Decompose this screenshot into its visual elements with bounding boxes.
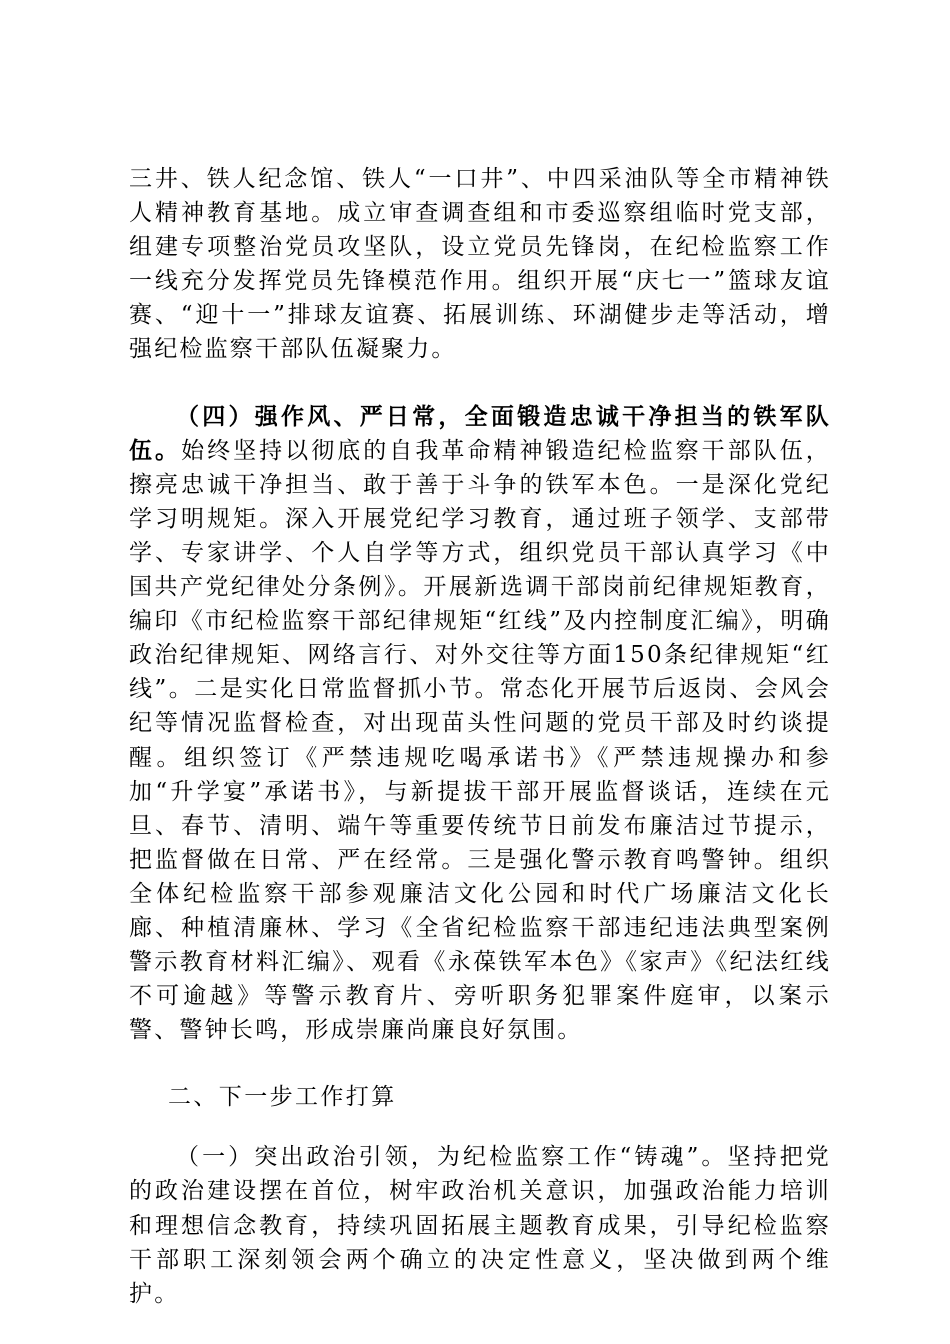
- paragraph-continuation: 三井、铁人纪念馆、铁人“一口井”、中四采油队等全市精神铁人精神教育基地。成立审查调查组和市委巡察组临时党支部，组建专项整治党员攻坚队，设立党员先锋岗，在纪检监察工作一线充分发挥党员先锋模范作用。组织开展“庆七一”篮球友谊赛、“迎十一”排球友谊赛、拓展训练、环湖健步走等活动，增强纪检监察干部队伍凝聚力。: [129, 166, 831, 363]
- section-four-heading: （四）强作风、严日常，全面锻造忠诚干净担当的铁军队伍。: [129, 402, 831, 464]
- document-page: [129, 162, 831, 1311]
- paragraph-section-four: [129, 400, 831, 1048]
- paragraph-gap: [129, 1047, 831, 1080]
- paragraph-gap: [129, 1114, 831, 1140]
- section-heading-next-steps: 二、下一步工作打算: [168, 1084, 397, 1111]
- paragraph-next-step-one: （一）突出政治引领，为纪检监察工作“铸魂”。坚持把党的政治建设摆在首位，树牢政治机关意识，加强政治能力培训和理想信念教育，持续巩固拓展主题教育成果，引导纪检监察干部职工深刻领会两个确立的决定性意义，坚决做到两个维护。: [129, 1144, 831, 1307]
- section-four-body: 始终坚持以彻底的自我革命精神锻造纪检监察干部队伍，擦亮忠诚干净担当、敢于善于斗争的铁军本色。一是深化党纪学习明规矩。深入开展党纪学习教育，通过班子领学、支部带学、专家讲学、个人自学等方式，组织党员干部认真学习《中国共产党纪律处分条例》。开展新选调干部岗前纪律规矩教育，编印《市纪检监察干部纪律规矩“红线”及内控制度汇编》，明确政治纪律规矩、网络言行、对外交往等方面150条纪律规矩“红线”。二是实化日常监督抓小节。常态化开展节后返岗、会风会纪等情况监督检查，对出现苗头性问题的党员干部及时约谈提醒。组织签订《严禁违规吃喝承诺书》《严禁违规操办和参加“升学宴”承诺书》，与新提拔干部开展监督谈话，连续在元旦、春节、清明、端午等重要传统节日前发布廉洁过节提示，把监督做在日常、严在经常。三是强化警示教育鸣警钟。组织全体纪检监察干部参观廉洁文化公园和时代广场廉洁文化长廊、种植清廉林、学习《全省纪检监察干部违纪违法典型案例警示教育材料汇编》、观看《永葆铁军本色》《家声》《纪法红线不可逾越》等警示教育片、旁听职务犯罪案件庭审，以案示警、警钟长鸣，形成崇廉尚廉良好氛围。: [129, 437, 831, 1044]
- paragraph-gap: [129, 367, 831, 400]
